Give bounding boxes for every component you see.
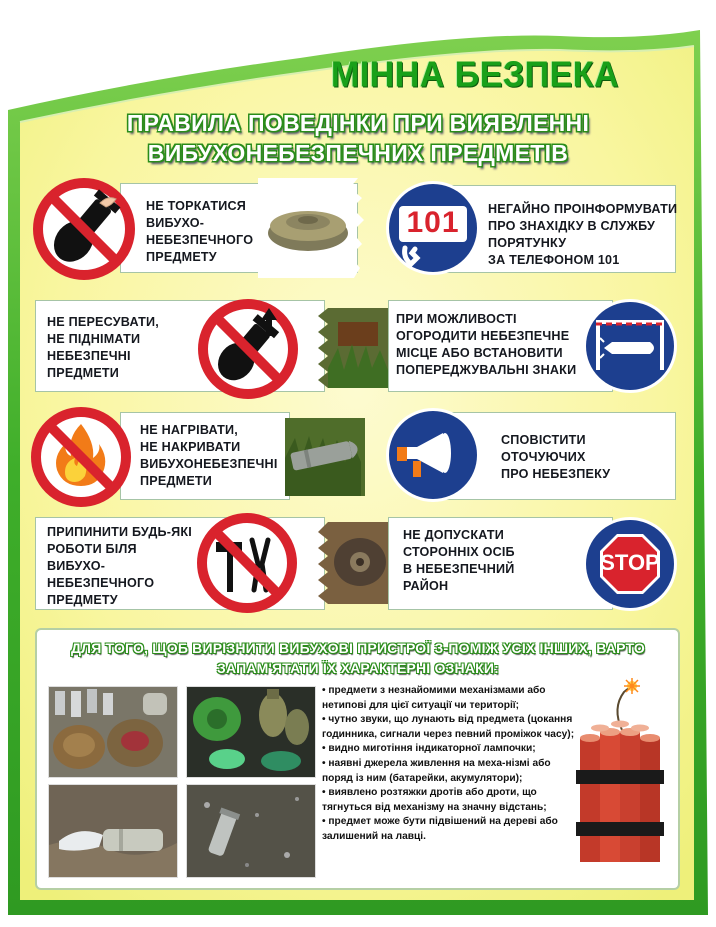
rule-text-fence: ПРИ МОЖЛИВОСТІ ОГОРОДИТИ НЕБЕЗПЕЧНЕ МІСЦЕ АБО ВСТАНОВИТИ ПОПЕРЕДЖУВАЛЬНІ ЗНАКИ (396, 312, 577, 377)
photo-grenades (186, 686, 316, 778)
poster-subtitle-line1: ПРАВИЛА ПОВЕДІНКИ ПРИ ВИЯВЛЕННІ (126, 110, 590, 136)
shell-in-grass-photo (318, 308, 396, 388)
rule-text-notify: СПОВІСТИТИ ОТОЧУЮЧИХ ПРО НЕБЕЗПЕКУ (501, 433, 611, 481)
rule-text-keep-out: НЕ ДОПУСКАТИ СТОРОННІХ ОСІБ В НЕБЕЗПЕЧНИЙ РАЙОН (403, 528, 515, 593)
feature-item: • виявлено розтяжки дротів або дроти, що тягнуться від механізму на значну відстань; (322, 787, 547, 813)
stop-sign-label: STOP (600, 550, 660, 575)
dynamite-icon (566, 676, 678, 876)
rule-text-no-touch: НЕ ТОРКАТИСЯ ВИБУХО- НЕБЕЗПЕЧНОГО ПРЕДМЕТУ (146, 199, 254, 264)
megaphone-sign (383, 405, 483, 505)
poster-subtitle-line2: ВИБУХОНЕБЕЗПЕЧНИХ ПРЕДМЕТІВ (147, 140, 569, 166)
feature-item: • предмети з незнайомими механізмами або нетипові для цієї ситуації чи території; (322, 685, 546, 711)
rule-text-stop-work: ПРИПИНИТИ БУДЬ-ЯКІ РОБОТИ БІЛЯ ВИБУХО- НЕБЕЗПЕЧНОГО ПРЕДМЕТУ (47, 525, 192, 607)
no-tools-prohibition-icon (194, 510, 300, 616)
features-title-line2: ЗАПАМ'ЯТАТИ ЇХ ХАРАКТЕРНІ ОЗНАКИ: (216, 660, 500, 676)
feature-item: • видно миготіння індикаторної лампочки; (322, 743, 536, 755)
features-title-line1: ДЛЯ ТОГО, ЩОБ ВИРІЗНИТИ ВИБУХОВІ ПРИСТРОЇ З-ПОМІЖ УСІХ ІНШИХ, ВАРТО (71, 640, 645, 656)
no-touch-prohibition-icon (30, 175, 138, 283)
rule-text-no-heat: НЕ НАГРІВАТИ, НЕ НАКРИВАТИ ВИБУХОНЕБЕЗПЕЧНІ ПРЕДМЕТИ (140, 423, 278, 488)
rule-text-no-move: НЕ ПЕРЕСУВАТИ, НЕ ПІДНІМАТИ НЕБЕЗПЕЧНІ ПРЕДМЕТИ (47, 315, 159, 380)
feature-item: • наявні джерела живлення на меха-нізмі або поряд із ним (батарейки, акумулятори); (322, 757, 551, 784)
phone-number-101: 101 (406, 206, 460, 239)
no-lift-prohibition-icon (195, 296, 301, 402)
no-fire-prohibition-icon (28, 404, 134, 510)
photo-debris-ground (48, 784, 178, 878)
artillery-shell-photo (285, 418, 365, 496)
poster-title: МІННА БЕЗПЕКА (330, 55, 620, 95)
mine-in-leaves-photo (318, 522, 396, 604)
photo-ordnance-soil (186, 784, 316, 878)
features-list (322, 684, 577, 845)
rule-text-call-101: НЕГАЙНО ПРОІНФОРМУВАТИ ПРО ЗНАХІДКУ В СЛУЖБУ ПОРЯТУНКУ ЗА ТЕЛЕФОНОМ 101 (488, 202, 678, 267)
photo-mines-pile (48, 686, 178, 778)
mine-photo (258, 178, 368, 278)
feature-item: • чутно звуки, що лунають від предмета (цокання годинника, сигнали через певний проміжок часу); (322, 714, 575, 740)
feature-item: • предмет може бути підвішений на дереві або залишений на лавці. (322, 816, 558, 842)
fence-warning-sign (580, 296, 680, 396)
